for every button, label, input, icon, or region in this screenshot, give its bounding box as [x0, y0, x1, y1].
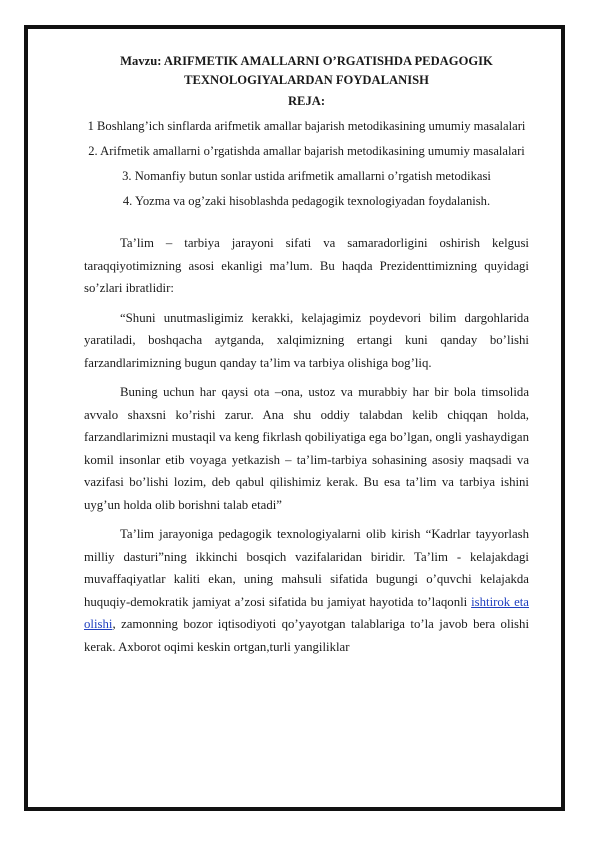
title-text: ARIFMETIK AMALLARNI O’RGATISHDA PEDAGOGIK TEXNOLOGIYALARDAN FOYDALANISH	[163, 54, 493, 87]
hyperlink-ishtirok-eta-olishi[interactable]: ishtirok eta olishi	[84, 594, 529, 631]
plan-item-3: 3. Nomanfiy butun sonlar ustida arifmetik amallarni o’rgatish metodikasi	[122, 169, 491, 183]
paragraph-4-text-after: , zamonning bozor iqtisodiyoti qo’yayotgan talablariga to’la javob bera olishi kerak. Axborot oqimi keskin ortgan,turli yangiliklar	[84, 617, 529, 654]
document-body	[84, 52, 529, 665]
plan-list	[84, 116, 529, 212]
paragraph-3: Buning uchun har qaysi ota –ona, ustoz va murabbiy har bir bola timsolida avvalo shaxsni ko’rishi zarur. Ana shu oddiy talabdan kelib chiqqan holda, farzandlarimizni mustaqil va keng fikrlash qobiliyatiga ega bo’lgan, ongli yashaydigan komil insonlar etib voyaga yetkazish – ta’lim-tarbiya sohasining asosiy maqsadi va vazifasi bo’lishi lozim, deb qabul qilishimiz kerak. Bu esa ta’lim va tarbiya ishini uyg’un holda olib borishni talab etadi”	[84, 385, 529, 512]
paragraph-4-text-before: Ta’lim jarayoniga pedagogik texnologiyalarni olib kirish “Kadrlar tayyorlash milliy dasturi”ning ikkinchi bosqich vazifalaridan biridir. Ta’lim - kelajakdagi muvaffaqiyatlar kaliti ekan, uning mahsuli sifatida bugungi o’quvchi kelajakda huquqiy-demokratik jamiyat a’zosi sifatida bu jamiyat hayotida to’laqonli	[84, 527, 529, 609]
document-title	[84, 52, 529, 90]
plan-item-4: 4. Yozma va og’zaki hisoblashda pedagogik texnologiyadan foydalanish.	[122, 194, 491, 208]
title-prefix: Mavzu:	[120, 54, 164, 68]
paragraph-4	[84, 523, 529, 658]
plan-item-2: 2. Arifmetik amallarni o’rgatishda amallar bajarish metodikasining umumiy masalalari	[88, 144, 525, 158]
paragraph-1: Ta’lim – tarbiya jarayoni sifati va samaradorligini oshirish kelgusi taraqqiyotimizning asosi ekanligi ma’lum. Bu haqda Prezidenttimizning quyidagi so’zlari ibratlidir:	[84, 236, 529, 295]
paragraph-2: “Shuni unutmasligimiz kerakki, kelajagimiz poydevori bilim dargohlarida yaratiladi, boshqacha aytganda, xalqimizning ertangi kuni qanday bo’lishi farzandlarimizning bugun qanday ta’lim va tarbiya olishiga bog’liq.	[84, 310, 529, 370]
plan-item-1: 1 Boshlang’ich sinflarda arifmetik amallar bajarish metodikasining umumiy masalalari	[87, 119, 526, 133]
plan-heading: REJA:	[287, 94, 326, 108]
